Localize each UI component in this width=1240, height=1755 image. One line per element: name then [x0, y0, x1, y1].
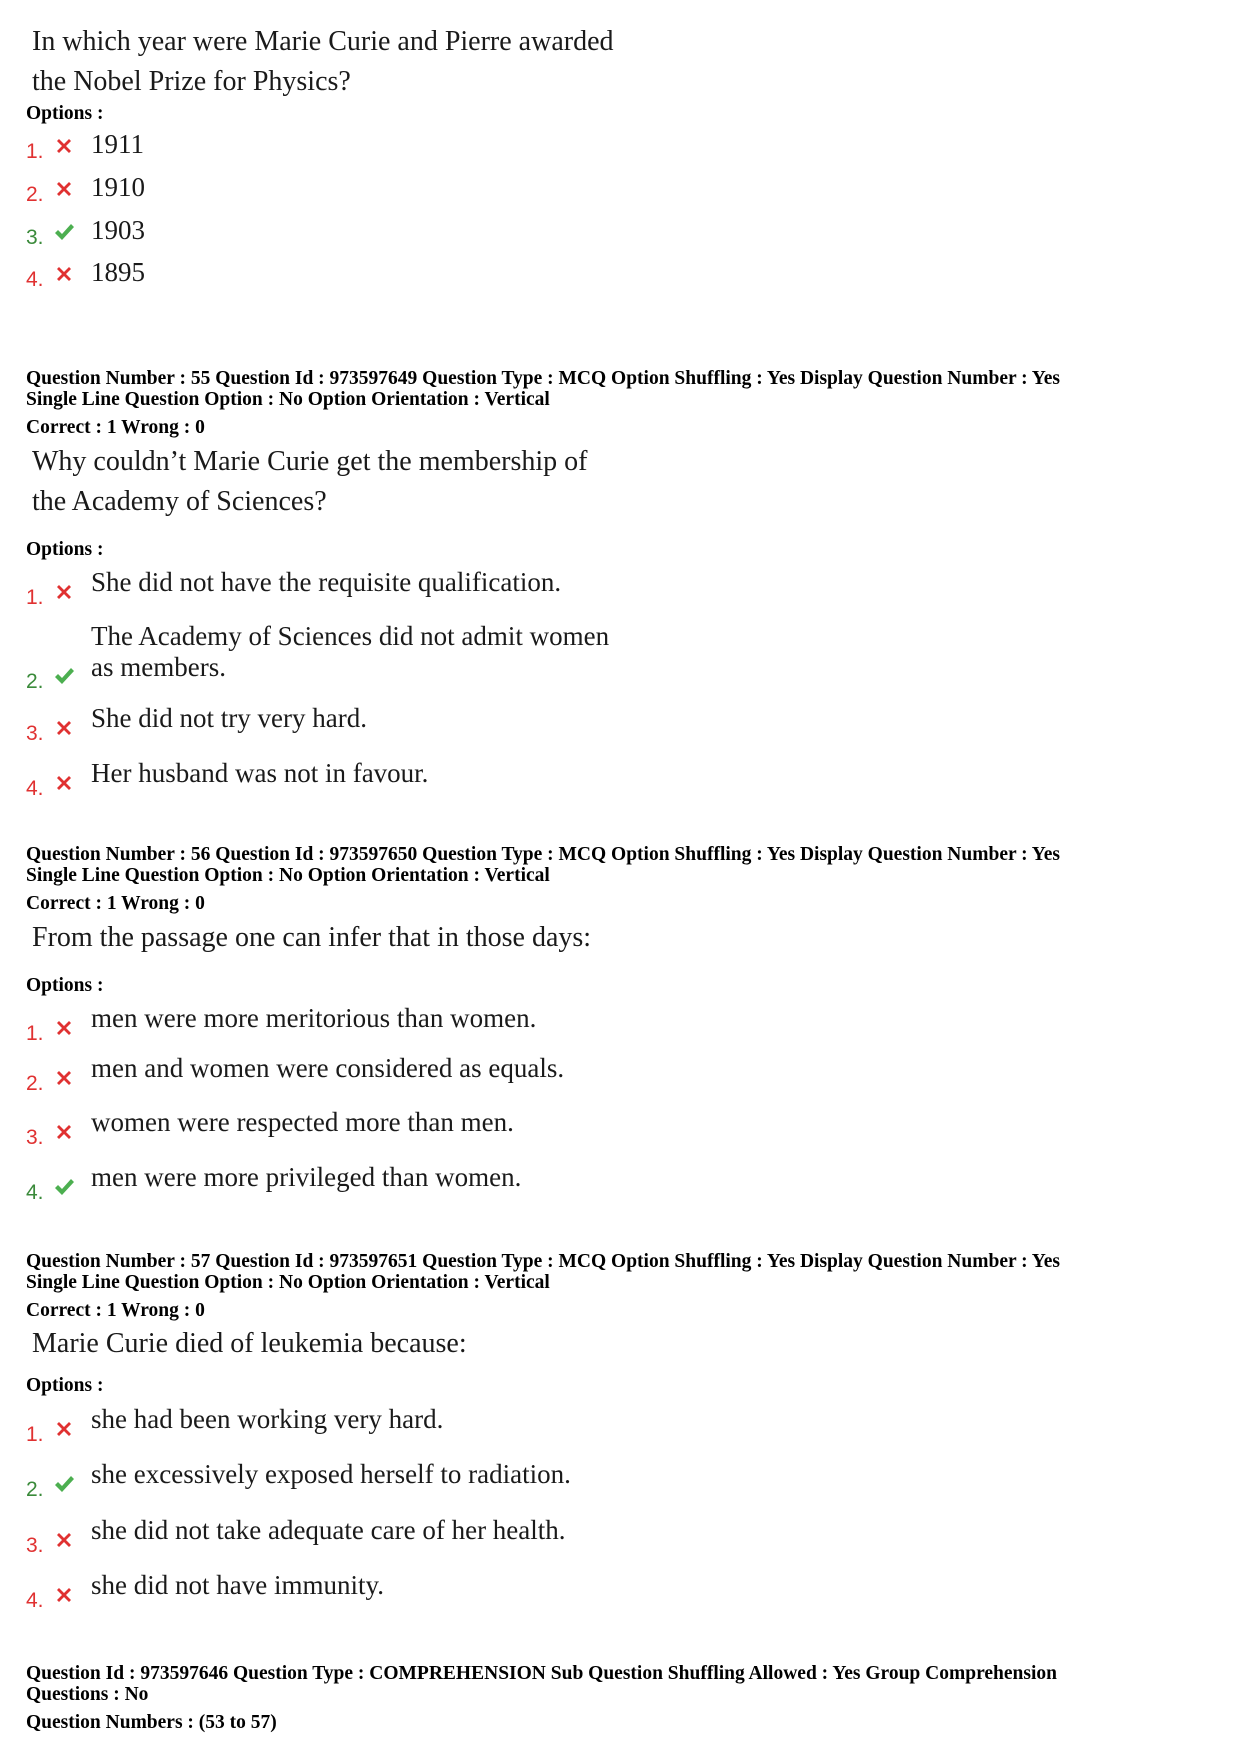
question-57-text	[26, 1324, 1216, 1364]
question-text-line: the Academy of Sciences?	[32, 486, 327, 517]
option-text: Her husband was not in favour.	[91, 758, 429, 788]
question-text-line: the Nobel Prize for Physics?	[32, 66, 351, 97]
option-text: she did not have immunity.	[91, 1570, 384, 1600]
option-text: She did not have the requisite qualification.	[91, 567, 562, 597]
option-number: 2.	[26, 670, 44, 693]
check-icon	[52, 1472, 76, 1496]
cross-icon	[52, 771, 76, 795]
option-text: men and women were considered as equals.	[91, 1053, 565, 1083]
question-text-line: Marie Curie died of leukemia because:	[32, 1328, 467, 1359]
option-text-line: The Academy of Sciences did not admit women	[91, 621, 610, 651]
options-label: Options :	[26, 1375, 104, 1396]
marks-line: Correct : 1 Wrong : 0	[26, 417, 205, 438]
meta-line: Question Id : 973597646 Question Type : COMPREHENSION Sub Question Shuffling Allowed : Yes Group Comprehension	[26, 1663, 1057, 1684]
check-icon	[52, 220, 76, 244]
option-number: 1.	[26, 140, 44, 163]
option-text: she did not take adequate care of her health.	[91, 1515, 566, 1545]
cross-icon	[52, 1016, 76, 1040]
option-text: 1903	[91, 215, 145, 245]
cross-icon	[52, 1120, 76, 1144]
check-icon	[52, 1175, 76, 1199]
question-text-line: From the passage one can infer that in those days:	[32, 922, 592, 953]
option-number: 4.	[26, 268, 44, 291]
check-icon	[52, 664, 76, 688]
question-57-meta	[26, 1251, 1216, 1321]
meta-line: Single Line Question Option : No Option Orientation : Vertical	[26, 1272, 550, 1293]
cross-icon	[52, 134, 76, 158]
question-55-text	[26, 442, 1216, 522]
cross-icon	[52, 1417, 76, 1441]
meta-line: Single Line Question Option : No Option Orientation : Vertical	[26, 389, 550, 410]
option-text-line: as members.	[91, 652, 226, 682]
cross-icon	[52, 1066, 76, 1090]
option-text: 1910	[91, 172, 145, 202]
option-number: 4.	[26, 777, 44, 800]
question-55-meta	[26, 368, 1216, 438]
cross-icon	[52, 1528, 76, 1552]
cross-icon	[52, 580, 76, 604]
meta-line: Question Number : 57 Question Id : 973597651 Question Type : MCQ Option Shuffling : Yes Display Question Number : Yes	[26, 1251, 1060, 1272]
cross-icon	[52, 716, 76, 740]
question-text-line: In which year were Marie Curie and Pierre awarded	[32, 26, 614, 57]
option-number: 1.	[26, 1022, 44, 1045]
option-number: 4.	[26, 1589, 44, 1612]
options-label: Options :	[26, 975, 104, 996]
options-label: Options :	[26, 103, 104, 124]
option-number: 1.	[26, 586, 44, 609]
option-number: 4.	[26, 1181, 44, 1204]
option-number: 2.	[26, 183, 44, 206]
option-text: women were respected more than men.	[91, 1107, 514, 1137]
cross-icon	[52, 1583, 76, 1607]
marks-line: Correct : 1 Wrong : 0	[26, 1300, 205, 1321]
option-number: 3.	[26, 226, 44, 249]
question-56-meta	[26, 844, 1216, 914]
question-56-text	[26, 918, 1216, 958]
option-number: 3.	[26, 1534, 44, 1557]
question-numbers-line: Question Numbers : (53 to 57)	[26, 1712, 277, 1733]
options-label: Options :	[26, 539, 104, 560]
option-number: 2.	[26, 1478, 44, 1501]
option-text: men were more privileged than women.	[91, 1162, 522, 1192]
option-text: she had been working very hard.	[91, 1404, 444, 1434]
option-text: 1911	[91, 129, 144, 159]
option-number: 3.	[26, 722, 44, 745]
option-text: She did not try very hard.	[91, 703, 367, 733]
meta-line: Question Number : 55 Question Id : 973597649 Question Type : MCQ Option Shuffling : Yes Display Question Number : Yes	[26, 368, 1060, 389]
option-text: men were more meritorious than women.	[91, 1003, 537, 1033]
option-number: 2.	[26, 1072, 44, 1095]
cross-icon	[52, 177, 76, 201]
option-number: 3.	[26, 1126, 44, 1149]
option-number: 1.	[26, 1423, 44, 1446]
meta-line: Questions : No	[26, 1684, 149, 1705]
meta-line: Single Line Question Option : No Option Orientation : Vertical	[26, 865, 550, 886]
cross-icon	[52, 262, 76, 286]
option-text: she excessively exposed herself to radiation.	[91, 1459, 571, 1489]
option-text: 1895	[91, 257, 145, 287]
question-54-text	[26, 22, 1216, 102]
comprehension-meta	[26, 1663, 1216, 1733]
meta-line: Question Number : 56 Question Id : 973597650 Question Type : MCQ Option Shuffling : Yes Display Question Number : Yes	[26, 844, 1060, 865]
marks-line: Correct : 1 Wrong : 0	[26, 893, 205, 914]
question-text-line: Why couldn’t Marie Curie get the membership of	[32, 446, 588, 477]
